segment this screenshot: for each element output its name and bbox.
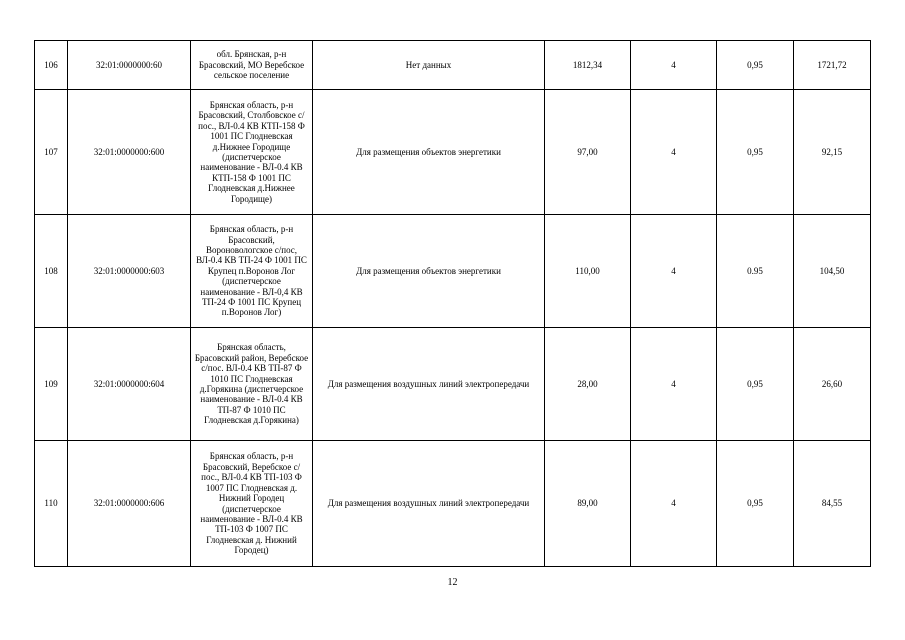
cell-row-number: 107 [35,90,68,215]
cell-cadastral-number: 32:01:0000000:603 [68,215,191,328]
cell-address: Брянская область, р-н Брасовский, Веребское с/пос., ВЛ-0.4 КВ ТП-103 Ф 1007 ПС Глодневская д. Нижний Городец (диспетчерское наименование - ВЛ-0.4 КВ ТП-103 Ф 1007 ПС Глодневская д. Нижний Городец) [191,441,313,567]
cell-coefficient: 0,95 [717,41,794,90]
cell-row-number: 109 [35,328,68,441]
cell-row-number: 108 [35,215,68,328]
cell-category: 4 [631,441,717,567]
cell-purpose: Для размещения воздушных линий электропередачи [313,328,545,441]
cell-category: 4 [631,41,717,90]
cell-cadastral-number: 32:01:0000000:606 [68,441,191,567]
cell-purpose: Для размещения объектов энергетики [313,215,545,328]
cell-cadastral-number: 32:01:0000000:60 [68,41,191,90]
cell-coefficient: 0,95 [717,441,794,567]
cell-row-number: 106 [35,41,68,90]
cell-purpose: Для размещения воздушных линий электропередачи [313,441,545,567]
cell-address: обл. Брянская, р-н Брасовский, МО Веребское сельское поселение [191,41,313,90]
cell-area: 1812,34 [545,41,631,90]
cell-address: Брянская область, р-н Брасовский, Вороновологское с/пос, ВЛ-0.4 КВ ТП-24 Ф 1001 ПС Крупец п.Воронов Лог (диспетчерское наименование - ВЛ-0,4 КВ ТП-24 Ф 1001 ПС Крупец п.Воронов Лог) [191,215,313,328]
cell-area: 110,00 [545,215,631,328]
cell-purpose: Для размещения объектов энергетики [313,90,545,215]
cell-category: 4 [631,328,717,441]
cell-coefficient: 0,95 [717,90,794,215]
table-row [35,41,871,90]
table-row [35,90,871,215]
cell-address: Брянская область, Брасовский район, Веребское с/пос. ВЛ-0.4 КВ ТП-87 Ф 1010 ПС Глодневская д.Горякина (диспетчерское наименование - ВЛ-0.4 КВ ТП-87 Ф 1010 ПС Глодневская д.Горякина) [191,328,313,441]
table-row [35,328,871,441]
cell-address: Брянская область, р-н Брасовский, Столбовское с/пос., ВЛ-0.4 КВ КТП-158 Ф 1001 ПС Глодневская д.Нижнее Городище (диспетчерское наименование - ВЛ-0.4 КВ КТП-158 Ф 1001 ПС Глодневская д.Нижнее Городище) [191,90,313,215]
cell-value: 92,15 [794,90,871,215]
cell-row-number: 110 [35,441,68,567]
cell-purpose: Нет данных [313,41,545,90]
cell-value: 1721,72 [794,41,871,90]
cell-area: 97,00 [545,90,631,215]
cell-cadastral-number: 32:01:0000000:604 [68,328,191,441]
land-plots-table [34,40,871,567]
cell-category: 4 [631,215,717,328]
cell-area: 28,00 [545,328,631,441]
page-number: 12 [447,577,458,588]
cell-cadastral-number: 32:01:0000000:600 [68,90,191,215]
cell-value: 26,60 [794,328,871,441]
cell-coefficient: 0.95 [717,215,794,328]
cell-value: 84,55 [794,441,871,567]
table-row [35,441,871,567]
cell-coefficient: 0,95 [717,328,794,441]
cell-area: 89,00 [545,441,631,567]
cell-category: 4 [631,90,717,215]
cell-value: 104,50 [794,215,871,328]
table-row [35,215,871,328]
